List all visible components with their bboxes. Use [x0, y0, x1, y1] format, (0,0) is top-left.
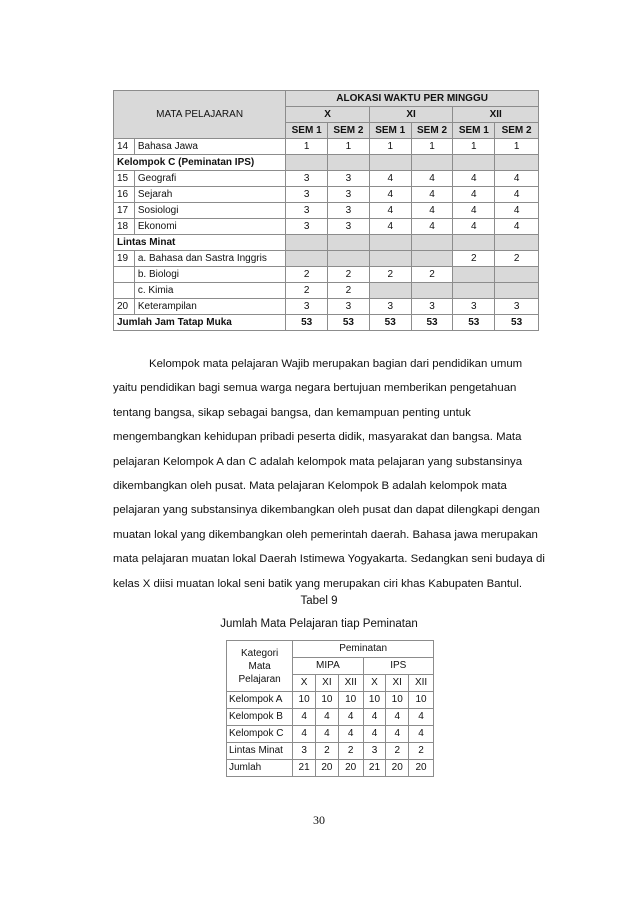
- total-label: Jumlah Jam Tatap Muka: [114, 315, 286, 331]
- empty-cell: [369, 235, 411, 251]
- subject-row: [114, 139, 539, 155]
- empty-cell: [453, 155, 495, 171]
- empty-cell: [411, 283, 453, 299]
- count-value: 4: [338, 709, 363, 726]
- hours-value: 3: [286, 171, 328, 187]
- header-alokasi-waktu: ALOKASI WAKTU PER MINGGU: [286, 91, 539, 107]
- row-number: 18: [114, 219, 135, 235]
- hours-value: 1: [286, 139, 328, 155]
- row-number: 15: [114, 171, 135, 187]
- count-value: 4: [316, 726, 339, 743]
- count-value: 20: [386, 760, 409, 777]
- subject-name: Ekonomi: [134, 219, 285, 235]
- count-value: 10: [386, 692, 409, 709]
- empty-cell: [453, 267, 495, 283]
- subject-name: a. Bahasa dan Sastra Inggris: [134, 251, 285, 267]
- empty-cell: [286, 251, 328, 267]
- hours-value: 2: [328, 267, 370, 283]
- group-header-ips: IPS: [363, 658, 433, 675]
- hours-value: 3: [328, 187, 370, 203]
- total-value: 53: [495, 315, 539, 331]
- count-value: 10: [338, 692, 363, 709]
- category-header-line: Kategori: [240, 647, 279, 659]
- row-number: 19: [114, 251, 135, 267]
- category-header-line: Mata: [248, 660, 271, 672]
- hours-value: 1: [495, 139, 539, 155]
- sem-header: SEM 1: [369, 123, 411, 139]
- group-label: Lintas Minat: [114, 235, 286, 251]
- empty-cell: [453, 283, 495, 299]
- category-label: Kelompok B: [227, 709, 293, 726]
- hours-value: 4: [453, 187, 495, 203]
- empty-cell: [411, 235, 453, 251]
- count-value: 21: [293, 760, 316, 777]
- subject-name: Bahasa Jawa: [134, 139, 285, 155]
- empty-cell: [328, 155, 370, 171]
- hours-value: 4: [411, 187, 453, 203]
- allocation-table: [113, 90, 539, 331]
- header-mata-pelajaran: MATA PELAJARAN: [114, 91, 286, 139]
- body-paragraph: [113, 352, 561, 596]
- total-row: [114, 315, 539, 331]
- count-value: 4: [316, 709, 339, 726]
- hours-value: 4: [453, 203, 495, 219]
- count-value: 2: [409, 743, 434, 760]
- category-row: [227, 692, 434, 709]
- count-value: 4: [293, 726, 316, 743]
- group-row: [114, 155, 539, 171]
- subject-row: [114, 283, 539, 299]
- hours-value: 1: [453, 139, 495, 155]
- subject-name: b. Biologi: [134, 267, 285, 283]
- empty-cell: [495, 283, 539, 299]
- count-value: 4: [386, 709, 409, 726]
- empty-cell: [411, 251, 453, 267]
- sem-header: SEM 1: [286, 123, 328, 139]
- hours-value: 3: [328, 203, 370, 219]
- paragraph-line: mengembangkan kehidupan pribadi peserta didik, masyarakat dan bangsa. Mata: [113, 431, 522, 444]
- empty-cell: [328, 235, 370, 251]
- grade-header: XI: [386, 675, 409, 692]
- total-value: 53: [328, 315, 370, 331]
- hours-value: 4: [495, 187, 539, 203]
- hours-value: 3: [286, 299, 328, 315]
- paragraph-line: Kelompok mata pelajaran Wajib merupakan bagian dari pendidikan umum: [149, 358, 523, 370]
- grade-header: XII: [453, 107, 539, 123]
- paragraph-line: tentang bangsa, sikap sebagai bangsa, dan kemampuan penting untuk: [113, 406, 471, 419]
- grade-header: XII: [338, 675, 363, 692]
- hours-value: 4: [369, 219, 411, 235]
- paragraph-line: pelajaran yang substansinya dikembangkan oleh pusat dan dapat dilengkapi dengan: [113, 504, 540, 517]
- count-value: 4: [293, 709, 316, 726]
- table-caption-label: Tabel 9: [300, 595, 338, 607]
- hours-value: 4: [411, 171, 453, 187]
- category-row: [227, 743, 434, 760]
- hours-value: 4: [369, 171, 411, 187]
- hours-value: 4: [369, 203, 411, 219]
- peminatan-header: Peminatan: [293, 641, 434, 658]
- row-number: 20: [114, 299, 135, 315]
- sem-header: SEM 2: [495, 123, 539, 139]
- subject-name: Sejarah: [134, 187, 285, 203]
- hours-value: 1: [369, 139, 411, 155]
- hours-value: 1: [411, 139, 453, 155]
- grade-header: X: [363, 675, 386, 692]
- count-value: 2: [386, 743, 409, 760]
- count-value: 2: [316, 743, 339, 760]
- row-number: 16: [114, 187, 135, 203]
- hours-value: 4: [369, 187, 411, 203]
- hours-value: 3: [328, 171, 370, 187]
- grade-header: X: [293, 675, 316, 692]
- total-value: 53: [286, 315, 328, 331]
- hours-value: 3: [286, 203, 328, 219]
- category-label: Jumlah: [227, 760, 293, 777]
- hours-value: 1: [328, 139, 370, 155]
- count-value: 10: [363, 692, 386, 709]
- count-value: 2: [338, 743, 363, 760]
- category-row: [227, 726, 434, 743]
- subject-name: Sosiologi: [134, 203, 285, 219]
- hours-value: 3: [495, 299, 539, 315]
- count-value: 10: [409, 692, 434, 709]
- empty-cell: [453, 235, 495, 251]
- count-value: 10: [316, 692, 339, 709]
- count-value: 4: [363, 726, 386, 743]
- hours-value: 3: [453, 299, 495, 315]
- count-value: 20: [409, 760, 434, 777]
- paragraph-line: yaitu pendidikan bagi semua warga negara bertujuan memberikan pengetahuan: [113, 382, 517, 395]
- category-label: Kelompok C: [227, 726, 293, 743]
- row-number: [114, 267, 135, 283]
- hours-value: 4: [411, 219, 453, 235]
- hours-value: 4: [495, 219, 539, 235]
- empty-cell: [495, 155, 539, 171]
- grade-header: XI: [316, 675, 339, 692]
- count-value: 20: [316, 760, 339, 777]
- category-row: [227, 709, 434, 726]
- empty-cell: [369, 283, 411, 299]
- hours-value: 2: [495, 251, 539, 267]
- hours-value: 3: [411, 299, 453, 315]
- subject-row: [114, 251, 539, 267]
- empty-cell: [369, 155, 411, 171]
- subject-name: Keterampilan: [134, 299, 285, 315]
- hours-value: 2: [286, 283, 328, 299]
- group-header-mipa: MIPA: [293, 658, 363, 675]
- hours-value: 2: [453, 251, 495, 267]
- grade-header: XII: [409, 675, 434, 692]
- hours-value: 4: [453, 171, 495, 187]
- row-number: 14: [114, 139, 135, 155]
- count-value: 10: [293, 692, 316, 709]
- sem-header: SEM 2: [328, 123, 370, 139]
- total-value: 53: [411, 315, 453, 331]
- subject-row: [114, 299, 539, 315]
- row-number: 17: [114, 203, 135, 219]
- table-caption-title: Jumlah Mata Pelajaran tiap Peminatan: [220, 618, 418, 630]
- category-header: [227, 641, 293, 692]
- count-value: 20: [338, 760, 363, 777]
- empty-cell: [328, 251, 370, 267]
- count-value: 21: [363, 760, 386, 777]
- hours-value: 2: [328, 283, 370, 299]
- subject-row: [114, 219, 539, 235]
- hours-value: 3: [328, 219, 370, 235]
- hours-value: 4: [411, 203, 453, 219]
- category-label: Kelompok A: [227, 692, 293, 709]
- hours-value: 3: [286, 187, 328, 203]
- subject-name: Geografi: [134, 171, 285, 187]
- hours-value: 4: [495, 203, 539, 219]
- paragraph-line: kelas X diisi muatan lokal seni batik yang merupakan ciri khas Kabupaten Bantul.: [113, 577, 523, 590]
- hours-value: 3: [369, 299, 411, 315]
- hours-value: 3: [286, 219, 328, 235]
- hours-value: 4: [453, 219, 495, 235]
- count-value: 4: [409, 709, 434, 726]
- subject-row: [114, 171, 539, 187]
- empty-cell: [495, 267, 539, 283]
- empty-cell: [286, 235, 328, 251]
- hours-value: 2: [369, 267, 411, 283]
- empty-cell: [411, 155, 453, 171]
- grade-header: X: [286, 107, 370, 123]
- group-label: Kelompok C (Peminatan IPS): [114, 155, 286, 171]
- subject-row: [114, 203, 539, 219]
- peminatan-table: [226, 640, 434, 777]
- category-header-line: Pelajaran: [238, 673, 281, 685]
- category-row: [227, 760, 434, 777]
- empty-cell: [369, 251, 411, 267]
- count-value: 3: [363, 743, 386, 760]
- empty-cell: [286, 155, 328, 171]
- paragraph-line: mata pelajaran muatan lokal Daerah Istimewa Yogyakarta. Sedangkan seni budaya di: [113, 553, 545, 566]
- count-value: 3: [293, 743, 316, 760]
- empty-cell: [495, 235, 539, 251]
- group-row: [114, 235, 539, 251]
- count-value: 4: [338, 726, 363, 743]
- subject-row: [114, 187, 539, 203]
- hours-value: 2: [411, 267, 453, 283]
- paragraph-line: pelajaran Kelompok A dan C adalah kelompok mata pelajaran yang substansinya: [113, 455, 523, 468]
- sem-header: SEM 1: [453, 123, 495, 139]
- hours-value: 4: [495, 171, 539, 187]
- grade-header: XI: [369, 107, 453, 123]
- count-value: 4: [363, 709, 386, 726]
- count-value: 4: [409, 726, 434, 743]
- sem-header: SEM 2: [411, 123, 453, 139]
- hours-value: 2: [286, 267, 328, 283]
- total-value: 53: [453, 315, 495, 331]
- count-value: 4: [386, 726, 409, 743]
- subject-name: c. Kimia: [134, 283, 285, 299]
- row-number: [114, 283, 135, 299]
- subject-row: [114, 267, 539, 283]
- page-number: 30: [313, 813, 325, 827]
- total-value: 53: [369, 315, 411, 331]
- category-label: Lintas Minat: [227, 743, 293, 760]
- paragraph-line: muatan lokal yang dikembangkan oleh pemerintah daerah. Bahasa jawa merupakan: [113, 528, 538, 541]
- hours-value: 3: [328, 299, 370, 315]
- paragraph-line: dikembangkan oleh pusat. Mata pelajaran Kelompok B adalah kelompok mata: [113, 480, 507, 493]
